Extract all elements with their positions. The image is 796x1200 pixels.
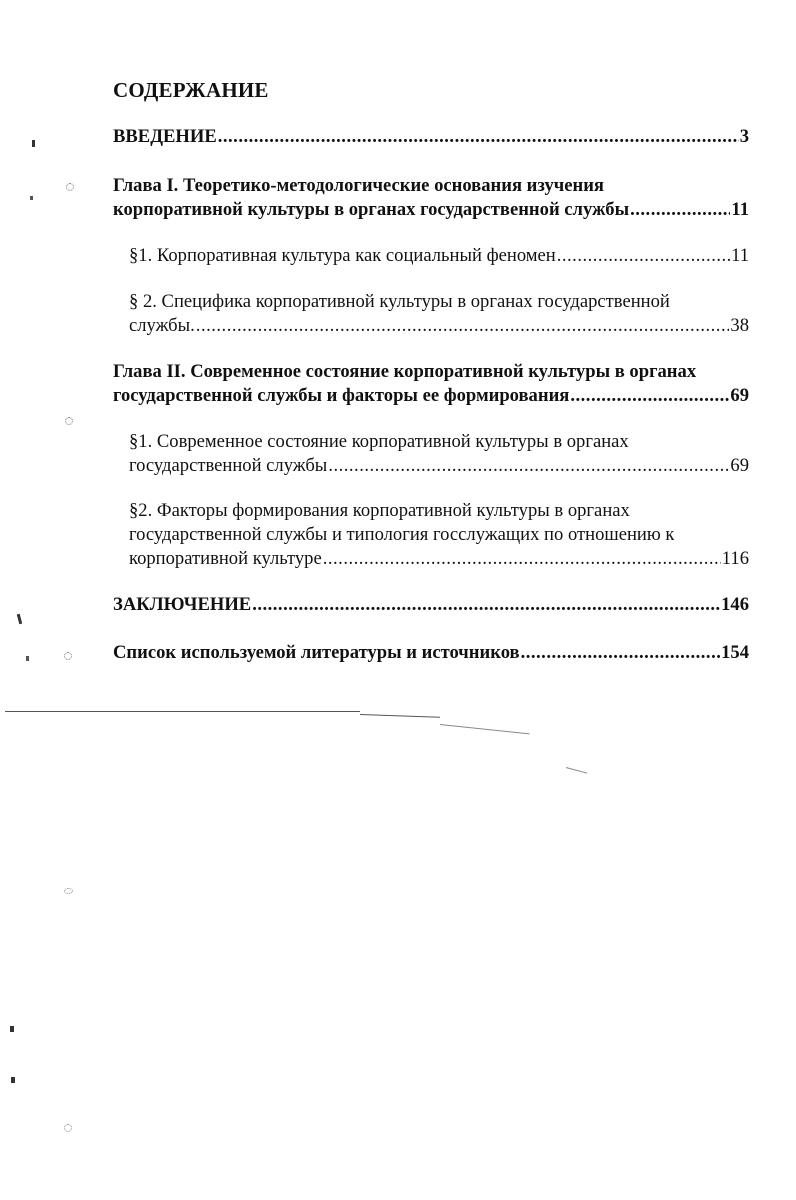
toc-entry-introduction[interactable] (113, 125, 749, 149)
toc-entry-title: ЗАКЛЮЧЕНИЕ (113, 594, 252, 615)
dot-leader (218, 125, 739, 149)
toc-entry-references[interactable] (113, 641, 749, 665)
toc-entry-title: Список используемой литературы и источников (113, 642, 520, 663)
toc-entry-title: государственной службы (129, 455, 328, 476)
toc-page-number: 146 (721, 594, 749, 615)
scan-line-artifact (360, 714, 440, 718)
speck-mark (65, 417, 73, 425)
speck-mark (17, 614, 22, 624)
toc-entry-section-2-2[interactable] (129, 499, 749, 571)
toc-entry-title: корпоративной культуре (129, 548, 322, 569)
dot-leader (252, 593, 720, 617)
toc-page-number: 69 (730, 385, 749, 406)
toc-entry-title-line: §1. Современное состояние корпоративной культуры в органах (129, 431, 629, 452)
speck-mark (26, 656, 29, 661)
dot-leader (521, 641, 721, 665)
scan-line-artifact (5, 711, 360, 712)
toc-entry-conclusion[interactable] (113, 593, 749, 617)
toc-entry-chapter-1[interactable] (113, 174, 749, 222)
toc-page-number: 116 (721, 548, 749, 569)
toc-page-number: 3 (739, 126, 749, 147)
speck-mark (64, 1124, 72, 1132)
toc-entry-title-line: государственной службы и типология госслужащих по отношению к (129, 524, 675, 545)
speck-mark (64, 652, 72, 660)
speck-mark (30, 196, 33, 200)
toc-entry-section-1-2[interactable] (129, 290, 749, 338)
toc-entry-title: ВВЕДЕНИЕ (113, 126, 217, 147)
speck-mark (64, 888, 73, 894)
toc-entry-title: службы. (129, 315, 195, 336)
toc-entry-title-line: §2. Факторы формирования корпоративной культуры в органах (129, 500, 630, 521)
dot-leader (328, 454, 729, 478)
toc-title: СОДЕРЖАНИЕ (113, 78, 269, 102)
toc-page-number: 11 (731, 199, 749, 220)
toc-entry-section-1-1[interactable] (129, 244, 749, 268)
toc-page-number: 38 (730, 315, 749, 336)
scan-line-artifact (440, 724, 530, 734)
toc-entry-chapter-2[interactable] (113, 360, 749, 408)
toc-entry-title: §1. Корпоративная культура как социальный феномен (129, 245, 556, 266)
dot-leader (630, 198, 730, 222)
toc-page-number: 154 (721, 642, 749, 663)
speck-mark (10, 1026, 14, 1032)
toc-entry-title-line: § 2. Специфика корпоративной культуры в органах государственной (129, 291, 670, 312)
dot-leader (196, 314, 730, 338)
speck-mark (32, 140, 35, 147)
toc-page-number: 11 (731, 245, 749, 266)
speck-mark (66, 183, 74, 191)
dot-leader (570, 384, 729, 408)
toc-page-number: 69 (730, 455, 749, 476)
toc-entry-title-line: Глава I. Теоретико-методологические основания изучения (113, 175, 604, 196)
toc-entry-section-2-1[interactable] (129, 430, 749, 478)
toc-entry-title: государственной службы и факторы ее формирования (113, 385, 570, 406)
dot-leader (557, 244, 730, 268)
dot-leader (323, 547, 721, 571)
toc-entry-title-line: Глава II. Современное состояние корпоративной культуры в органах (113, 361, 697, 382)
scan-line-artifact (566, 767, 588, 774)
toc-entry-title: корпоративной культуры в органах государственной службы (113, 199, 630, 220)
speck-mark (11, 1077, 15, 1083)
